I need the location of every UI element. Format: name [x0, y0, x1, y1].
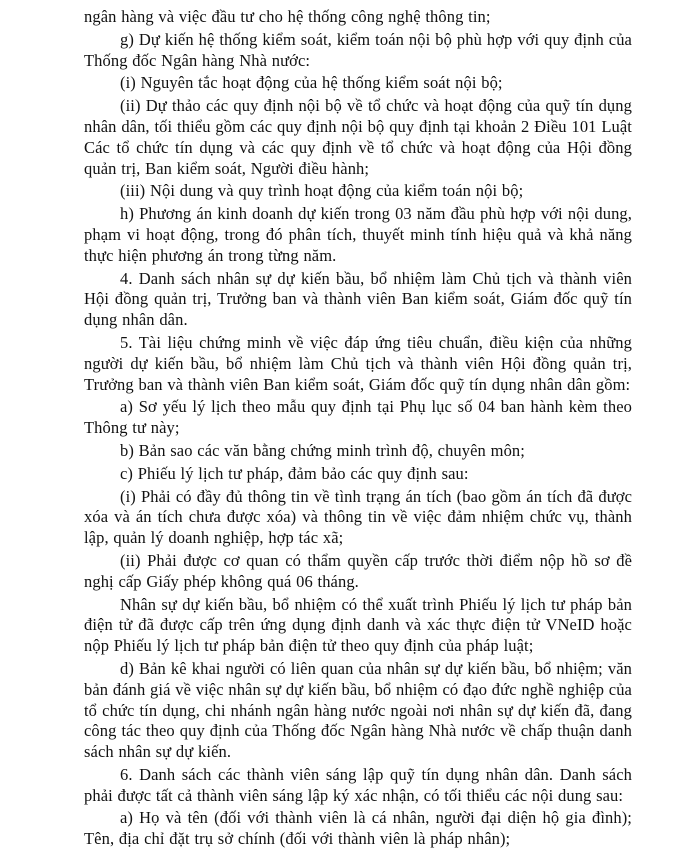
- paragraph: (i) Phải có đầy đủ thông tin về tình trạng án tích (bao gồm án tích đã được xóa và án tích chưa được xóa) và thông tin về việc đảm nhiệm chức vụ, thành lập, quản lý doanh nghiệp, hợp tác xã;: [84, 486, 632, 548]
- paragraph: g) Dự kiến hệ thống kiểm soát, kiểm toán nội bộ phù hợp với quy định của Thống đốc Ngân hàng Nhà nước:: [84, 29, 632, 70]
- paragraph: (ii) Dự thảo các quy định nội bộ về tổ chức và hoạt động của quỹ tín dụng nhân dân, tối thiểu gồm các quy định nội bộ quy định tại khoản 2 Điều 101 Luật Các tổ chức tín dụng và các quy định về tổ chức và hoạt động của Hội đồng quản trị, Ban kiểm soát, Người điều hành;: [84, 96, 632, 178]
- paragraph: h) Phương án kinh doanh dự kiến trong 03 năm đầu phù hợp với nội dung, phạm vi hoạt động, trong đó phân tích, thuyết minh tính hiệu quả và khả năng thực hiện phương án trong từng năm.: [84, 204, 632, 265]
- paragraph: a) Sơ yếu lý lịch theo mẫu quy định tại Phụ lục số 04 ban hành kèm theo Thông tư này;: [84, 397, 632, 438]
- paragraph: ngân hàng và việc đầu tư cho hệ thống công nghệ thông tin;: [84, 7, 491, 26]
- paragraph: a) Họ và tên (đối với thành viên là cá nhân, người đại diện hộ gia đình); Tên, địa chỉ đặt trụ sở chính (đối với thành viên là pháp nhân);: [84, 808, 632, 849]
- paragraph: Nhân sự dự kiến bầu, bổ nhiệm có thể xuất trình Phiếu lý lịch tư pháp bản điện tử đã được cấp trên ứng dụng định danh và xác thực điện tử VNeID hoặc nộp Phiếu lý lịch tư pháp bản điện tử theo quy định của pháp luật;: [84, 594, 632, 656]
- paragraph: 4. Danh sách nhân sự dự kiến bầu, bổ nhiệm làm Chủ tịch và thành viên Hội đồng quản trị, Trưởng ban và thành viên Ban kiểm soát, Giám đốc quỹ tín dụng nhân dân.: [84, 268, 632, 330]
- paragraph: (ii) Phải được cơ quan có thẩm quyền cấp trước thời điểm nộp hồ sơ đề nghị cấp Giấy phép không quá 06 tháng.: [84, 550, 632, 591]
- paragraph: (iii) Nội dung và quy trình hoạt động của kiểm toán nội bộ;: [120, 181, 524, 201]
- document-body-text: [84, 7, 632, 850]
- paragraph: (i) Nguyên tắc hoạt động của hệ thống kiểm soát nội bộ;: [120, 73, 503, 93]
- paragraph: b) Bản sao các văn bằng chứng minh trình độ, chuyên môn;: [120, 440, 525, 460]
- paragraph: 6. Danh sách các thành viên sáng lập quỹ tín dụng nhân dân. Danh sách phải được tất cả thành viên sáng lập ký xác nhận, có tối thiểu các nội dung sau:: [84, 764, 632, 805]
- paragraph: d) Bản kê khai người có liên quan của nhân sự dự kiến bầu, bổ nhiệm; văn bản đánh giá về việc nhân sự dự kiến bầu, bổ nhiệm có đạo đức nghề nghiệp của tổ chức tín dụng, chi nhánh ngân hàng nước ngoài nơi nhân sự dự kiến đã, đang công tác theo quy định của Thống đốc Ngân hàng Nhà nước về chấp thuận danh sách nhân sự dự kiến.: [84, 658, 632, 762]
- paragraph: c) Phiếu lý lịch tư pháp, đảm bảo các quy định sau:: [120, 463, 469, 483]
- paragraph: 5. Tài liệu chứng minh về việc đáp ứng tiêu chuẩn, điều kiện của những người dự kiến bầu, bổ nhiệm làm Chủ tịch và thành viên Hội đồng quản trị, Trưởng ban và thành viên Ban kiểm soát, Giám đốc quỹ tín dụng nhân dân gồm:: [84, 332, 632, 394]
